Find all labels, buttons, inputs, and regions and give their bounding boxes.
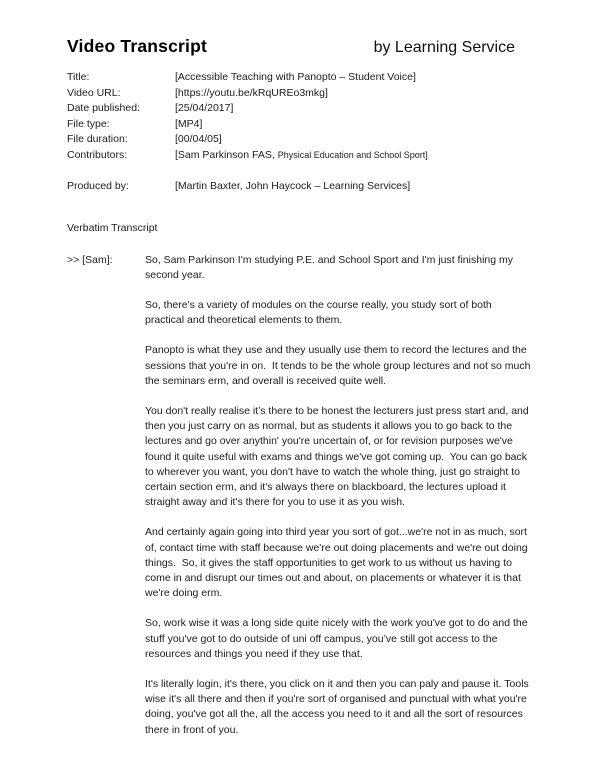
metadata-row-produced-by	[67, 179, 533, 195]
transcript-paragraph-row	[67, 404, 533, 510]
metadata-row-date-published	[67, 101, 533, 117]
metadata-value: [https://youtu.be/kRqUREo3mkg]	[175, 86, 328, 99]
metadata-label: Contributors:	[67, 148, 128, 161]
contributors-main: [Sam Parkinson FAS,	[175, 148, 278, 161]
metadata-row-file-duration	[67, 132, 533, 148]
speaker-label-empty	[67, 404, 145, 510]
transcript-paragraph: It's literally login, it's there, you click on it and then you can paly and pause it. Tools wise it's all there and then if you're sort of organised and punctual with what you're doing, you've got all the, all the access you need to it and all the sort of resources there in front of you.	[145, 677, 532, 736]
transcript-heading: Verbatim Transcript	[67, 222, 158, 234]
metadata-value: [MP4]	[175, 117, 203, 130]
transcript-paragraph-row	[67, 298, 533, 328]
metadata-label: Produced by:	[67, 179, 129, 192]
metadata-value: [25/04/2017]	[175, 102, 234, 114]
transcript-body	[67, 253, 533, 738]
metadata-label: File type:	[67, 117, 110, 130]
speaker-label: >> [Sam]:	[67, 253, 113, 266]
transcript-paragraph: And certainly again going into third year you sort of got...we're not in as much, sort of, contact time with staff because we're out doing placements and we're out doing things. So, it gives the staff opportunities to get work to us without us having to come in and disrupt our times out and about, on placements or whatever it is that we're doing erm.	[145, 526, 531, 600]
metadata-label: Date published:	[67, 102, 140, 114]
metadata-value: [Accessible Teaching with Panopto – Student Voice]	[175, 71, 416, 83]
speaker-label-empty	[67, 298, 145, 328]
byline: by Learning Service	[373, 39, 515, 56]
metadata-value	[175, 148, 533, 164]
transcript-paragraph: Panopto is what they use and they usually use them to record the lectures and the sessions that you're in on. It tends to be the whole group lectures and not so much the seminars erm, and overall is received quite well.	[145, 344, 534, 387]
metadata-value: [Martin Baxter, John Haycock – Learning Services]	[175, 179, 411, 192]
speaker-label-empty	[67, 616, 145, 662]
transcript-paragraph: So, Sam Parkinson I'm studying P.E. and School Sport and I'm just finishing my second year.	[145, 253, 516, 281]
document-header	[67, 36, 533, 57]
metadata-row-contributors	[67, 148, 533, 164]
speaker-label-empty	[67, 677, 145, 738]
transcript-paragraph-row	[67, 343, 533, 389]
page-title: Video Transcript	[67, 36, 208, 56]
transcript-paragraph: So, there's a variety of modules on the course really, you study sort of both practical and theoretical elements to them.	[145, 298, 495, 327]
metadata-value: [00/04/05]	[175, 133, 222, 145]
transcript-paragraph-row	[67, 253, 533, 283]
metadata-label: Title:	[67, 71, 90, 83]
transcript-paragraph-row	[67, 525, 533, 601]
contributors-department: Physical Education and School Sport]	[277, 149, 428, 160]
transcript-paragraph: So, work wise it was a long side quite nicely with the work you've got to do and the stuff you've got to do outside of uni off campus, you’ve still got access to the resources and things you need if they use that.	[145, 617, 531, 660]
speaker-label-empty	[67, 343, 145, 389]
metadata-row-title	[67, 70, 533, 86]
transcript-paragraph-row	[67, 677, 533, 738]
metadata-label: Video URL:	[67, 86, 121, 99]
metadata-label: File duration:	[67, 133, 128, 145]
speaker-label-empty	[67, 525, 145, 601]
transcript-paragraph: You don't really realise it’s there to be honest the lecturers just press start and, and then you just carry on as normal, but as students it allows you to go back to the lectures and go over anythin' you're uncertain of, or for revision purposes we've found it quite useful with exams and things we've got coming up. You can go back to wherever you want, you don't have to watch the whole thing, just go straight to certain section erm, and it's always there on blackboard, the lectures upload it straight away and it's there for you to use it as you wish.	[145, 404, 532, 509]
metadata-row-video-url	[67, 86, 533, 102]
transcript-paragraph-row	[67, 616, 533, 662]
metadata-block	[67, 70, 533, 194]
metadata-row-file-type	[67, 117, 533, 133]
